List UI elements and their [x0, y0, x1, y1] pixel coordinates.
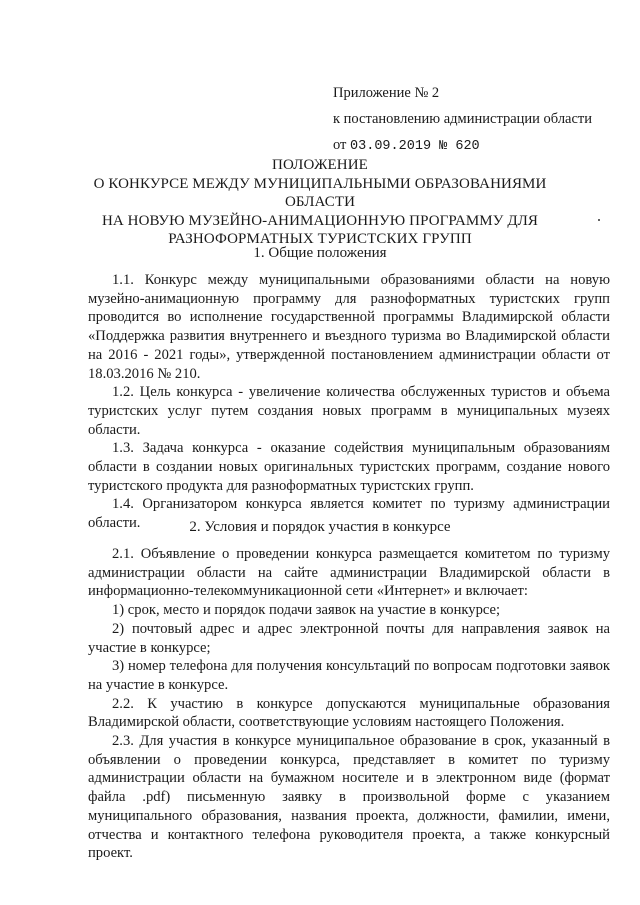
section-2-body	[88, 545, 610, 863]
appendix-date-prefix: от	[333, 137, 351, 153]
list-item-2: 2) почтовый адрес и адрес электронной почты для направления заявок на участие в конкурсе;	[88, 620, 610, 656]
paragraph-1-2: 1.2. Цель конкурса - увеличение количества обслуженных туристов и объема туристских услуг путем создания новых программ в муниципальных музеях области.	[88, 384, 610, 438]
paragraph-1-1: 1.1. Конкурс между муниципальными образованиями области на новую музейно-анимационную программу для разноформатных туристских групп проводится во исполнение государственной программы Владимирской области «Поддержка развития внутреннего и въездного туризма во Владимирской области на 2016 - 2021 годы», утвержденной постановлением администрации области от 18.03.2016 № 210.	[88, 272, 610, 382]
document-title	[60, 156, 580, 249]
appendix-resolution-ref: к постановлению администрации области	[333, 111, 593, 127]
list-item-3: 3) номер телефона для получения консультаций по вопросам подготовки заявок на участие в конкурсе.	[88, 658, 610, 693]
section-1-body	[88, 271, 610, 533]
title-line-2: О КОНКУРСЕ МЕЖДУ МУНИЦИПАЛЬНЫМИ ОБРАЗОВАНИЯМИ ОБЛАСТИ	[93, 175, 547, 210]
scan-speck	[598, 219, 600, 221]
paragraph-2-2: 2.2. К участию в конкурсе допускаются муниципальные образования Владимирской области, соответствующие условиям настоящего Положения.	[88, 695, 610, 731]
title-line-3: НА НОВУЮ МУЗЕЙНО-АНИМАЦИОННУЮ ПРОГРАММУ ДЛЯ	[101, 212, 539, 229]
paragraph-1-3: 1.3. Задача конкурса - оказание содействия муниципальным образованиям области в создании новых оригинальных туристских программ, создание нового туристского продукта для разноформатных туристских групп.	[88, 440, 610, 494]
title-line-1: ПОЛОЖЕНИЕ	[272, 157, 368, 173]
section-1-heading: 1. Общие положения	[253, 245, 387, 261]
appendix-block	[333, 80, 592, 160]
section-2-heading: 2. Условия и порядок участия в конкурсе	[189, 519, 451, 535]
paragraph-2-3: 2.3. Для участия в конкурсе муниципальное образование в срок, указанный в объявлении о проведении конкурса, представляет в комитет по туризму администрации области на бумажном носителе и в электронном виде (формат файла .pdf) письменную заявку в произвольной форме с указанием муниципального образования, названия проекта, должности, фамилии, имени, отчества и контактного телефона руководителя проекта, а также конкурсный проект.	[88, 733, 610, 862]
paragraph-2-1: 2.1. Объявление о проведении конкурса размещается комитетом по туризму администрации области на сайте администрации Владимирской области в информационно-телекоммуникационной сети «Интернет» и включает:	[88, 546, 610, 600]
paragraph-1-4: 1.4. Организатором конкурса является комитет по туризму администрации области.	[88, 496, 610, 532]
title-line-4: РАЗНОФОРМАТНЫХ ТУРИСТСКИХ ГРУПП	[168, 231, 472, 247]
appendix-number: Приложение № 2	[333, 85, 440, 101]
list-item-1: 1) срок, место и порядок подачи заявок на участие в конкурсе;	[112, 602, 501, 619]
appendix-date-stamp: 03.09.2019 № 620	[350, 139, 480, 154]
